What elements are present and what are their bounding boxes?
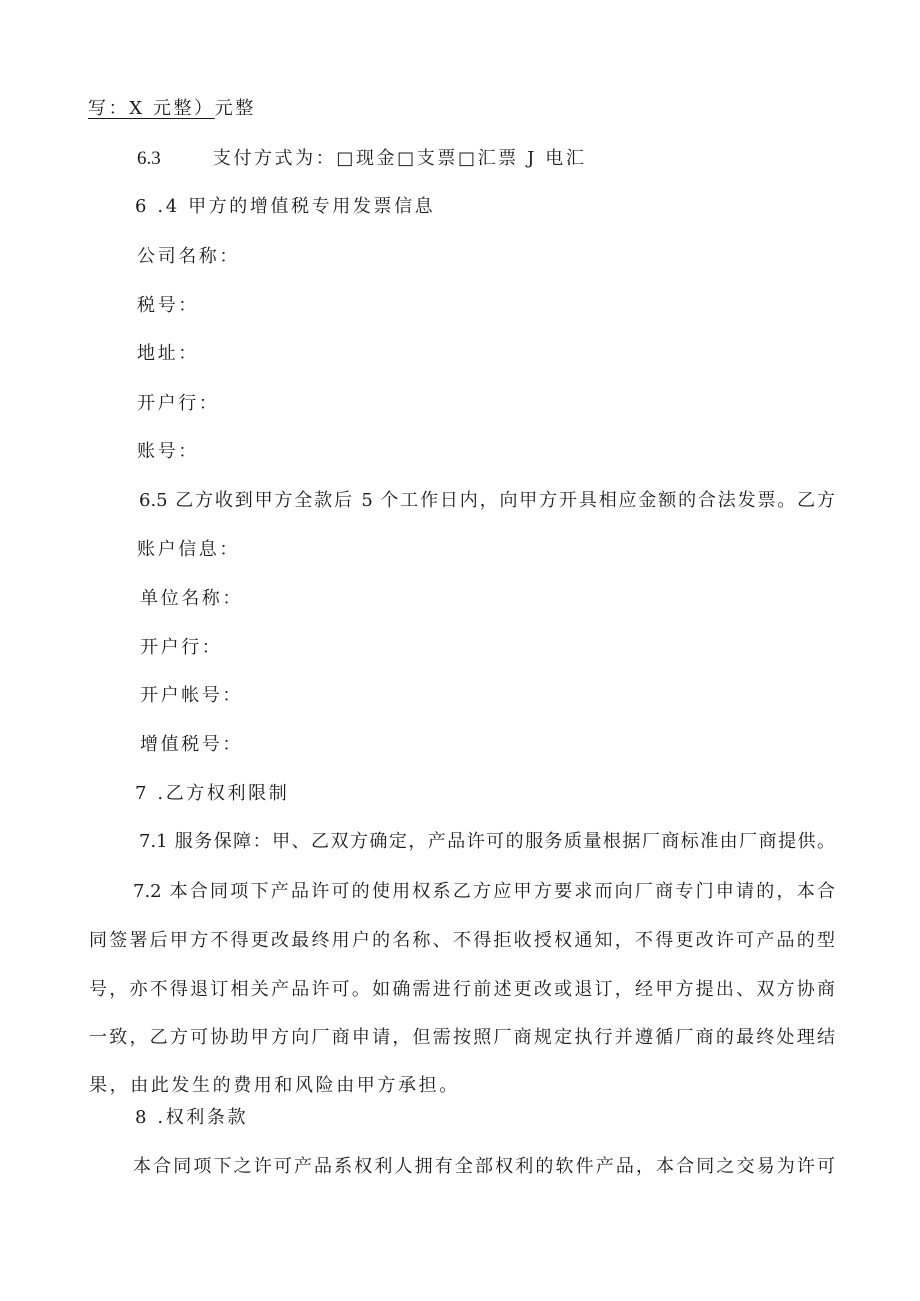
clause-6-4-heading: 6 .4 甲方的增值税专用发票信息 (135, 196, 436, 217)
clause-7-2-line-2: 同签署后甲方不得更改最终用户的名称、不得拒收授权通知，不得更改许可产品的型 (89, 930, 835, 951)
account-info-label: 账户信息： (137, 539, 240, 560)
amount-in-words-line (88, 97, 256, 121)
section-8-heading: 8 .权利条款 (135, 1107, 249, 1128)
payment-method-text: 支付方式为：□现金□支票□汇票 J 电汇 (212, 148, 587, 169)
vat-number-field: 增值税号： (140, 734, 243, 755)
clause-7-2-line-4: 一致，乙方可协助甲方向厂商申请，但需按照厂商规定执行并遵循厂商的最终处理结 (89, 1027, 835, 1048)
address-field: 地址： (137, 343, 199, 364)
clause-7-1: 7.1 服务保障：甲、乙双方确定，产品许可的服务质量根据厂商标准由厂商提供。 (139, 831, 835, 852)
account-number-field: 账号： (137, 441, 199, 462)
clause-7-2-line-3: 号，亦不得退订相关产品许可。如确需进行前述更改或退订，经甲方提出、双方协商 (89, 979, 835, 1000)
amount-in-words-suffix: 元整 (214, 98, 256, 119)
company-name-field: 公司名称： (137, 246, 240, 267)
clause-6-3 (137, 147, 586, 171)
amount-in-words-underlined: 写：X 元整） (88, 98, 215, 119)
bank-account-field: 开户帐号： (140, 685, 243, 706)
clause-6-5: 6.5 乙方收到甲方全款后 5 个工作日内，向甲方开具相应金额的合法发票。乙方 (139, 490, 835, 511)
bank-field: 开户行： (137, 393, 220, 414)
clause-7-2-line-5: 果，由此发生的费用和风险由甲方承担。 (89, 1075, 460, 1096)
unit-name-field: 单位名称： (140, 588, 243, 609)
clause-7-2-line-1: 7.2 本合同项下产品许可的使用权系乙方应甲方要求而向厂商专门申请的，本合 (133, 881, 835, 902)
section-7-heading: 7 .乙方权利限制 (135, 783, 290, 804)
clause-6-3-number: 6.3 (137, 148, 161, 169)
section-8-paragraph: 本合同项下之许可产品系权利人拥有全部权利的软件产品，本合同之交易为许可 (133, 1156, 835, 1177)
tax-number-field: 税号： (137, 295, 199, 316)
bank-field-2: 开户行： (140, 637, 223, 658)
